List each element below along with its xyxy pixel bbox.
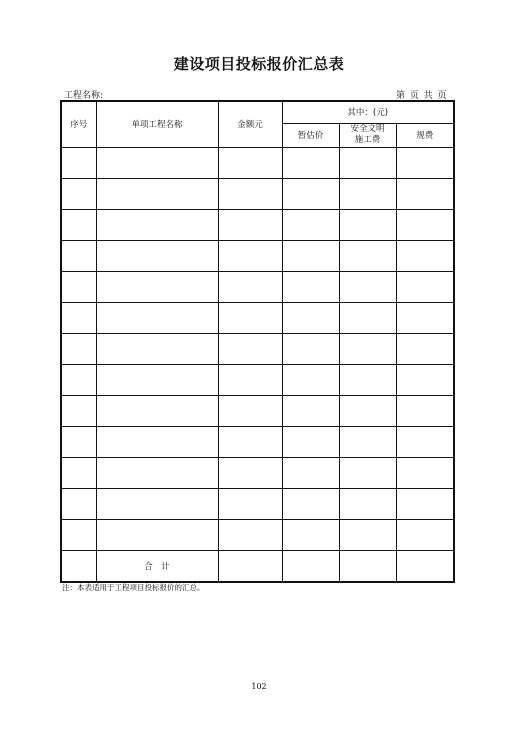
header-safety-line2: 施工费	[354, 135, 381, 145]
table-cell	[61, 178, 96, 209]
table-cell	[282, 302, 339, 333]
table-cell	[96, 333, 218, 364]
header-safety-line1: 安全文明	[350, 124, 385, 134]
table-cell	[61, 147, 96, 178]
header-safety	[339, 123, 396, 147]
table-row	[61, 209, 454, 240]
table-cell	[339, 395, 396, 426]
table-row	[61, 302, 454, 333]
project-name-label: 工程名称:	[64, 91, 104, 101]
table-cell	[339, 519, 396, 550]
table-cell	[218, 426, 282, 457]
table-cell	[339, 488, 396, 519]
total-amount-cell	[218, 550, 282, 582]
table-cell	[339, 147, 396, 178]
table-cell	[218, 519, 282, 550]
table-cell	[396, 426, 454, 457]
table-cell	[218, 395, 282, 426]
header-of-which: 其中：(元)	[282, 101, 454, 123]
table-cell	[396, 457, 454, 488]
table-cell	[218, 178, 282, 209]
table-cell	[396, 271, 454, 302]
table-body	[61, 147, 454, 550]
table-row	[61, 364, 454, 395]
table-cell	[96, 271, 218, 302]
header-amount: 金额元	[218, 101, 282, 147]
table-cell	[218, 240, 282, 271]
table-cell	[61, 426, 96, 457]
table-cell	[96, 519, 218, 550]
table-row	[61, 395, 454, 426]
table-cell	[282, 364, 339, 395]
summary-table	[60, 100, 455, 583]
table-cell	[396, 302, 454, 333]
header-item-name: 单项工程名称	[96, 101, 218, 147]
table-cell	[61, 364, 96, 395]
table-cell	[282, 488, 339, 519]
table-row	[61, 457, 454, 488]
table-cell	[96, 178, 218, 209]
table-cell	[396, 209, 454, 240]
table-cell	[61, 457, 96, 488]
table-row	[61, 147, 454, 178]
total-seq-cell	[61, 550, 96, 582]
table-row	[61, 519, 454, 550]
total-provisional-cell	[282, 550, 339, 582]
table-cell	[339, 271, 396, 302]
table-cell	[218, 147, 282, 178]
table-cell	[282, 271, 339, 302]
table-cell	[96, 209, 218, 240]
table-cell	[396, 147, 454, 178]
table-cell	[96, 147, 218, 178]
total-label: 共	[423, 91, 433, 101]
table-cell	[61, 271, 96, 302]
table-cell	[282, 333, 339, 364]
header-fees: 规费	[396, 123, 454, 147]
table-row	[61, 488, 454, 519]
table-cell	[339, 457, 396, 488]
table-cell	[396, 240, 454, 271]
table-cell	[218, 364, 282, 395]
total-row	[61, 550, 454, 582]
table-row	[61, 240, 454, 271]
table-cell	[282, 519, 339, 550]
table-cell	[339, 178, 396, 209]
total-safety-cell	[339, 550, 396, 582]
table-cell	[282, 240, 339, 271]
page-label: 第	[396, 91, 406, 101]
table-row	[61, 271, 454, 302]
header-provisional: 暂估价	[282, 123, 339, 147]
table-cell	[96, 395, 218, 426]
table-cell	[396, 519, 454, 550]
document-title: 建设项目投标报价汇总表	[173, 55, 345, 73]
table-cell	[61, 395, 96, 426]
table-cell	[61, 333, 96, 364]
table-row	[61, 333, 454, 364]
table-cell	[282, 395, 339, 426]
table-cell	[96, 364, 218, 395]
table-cell	[218, 271, 282, 302]
header-seq: 序号	[61, 101, 96, 147]
table-cell	[396, 488, 454, 519]
table-cell	[61, 209, 96, 240]
table-cell	[339, 302, 396, 333]
table-cell	[61, 302, 96, 333]
table-cell	[339, 240, 396, 271]
page-number: 102	[251, 682, 267, 691]
table-cell	[396, 364, 454, 395]
total-fees-cell	[396, 550, 454, 582]
table-cell	[61, 519, 96, 550]
table-cell	[396, 395, 454, 426]
table-cell	[218, 209, 282, 240]
table-cell	[96, 457, 218, 488]
table-cell	[218, 457, 282, 488]
header-row-1	[61, 101, 454, 123]
table-cell	[61, 488, 96, 519]
total-unit: 页	[437, 91, 447, 101]
table-row	[61, 426, 454, 457]
table-cell	[339, 426, 396, 457]
table-cell	[339, 333, 396, 364]
table-cell	[61, 240, 96, 271]
table-cell	[96, 488, 218, 519]
table-cell	[396, 333, 454, 364]
table-cell	[96, 426, 218, 457]
table-cell	[396, 178, 454, 209]
table-cell	[282, 209, 339, 240]
table-note: 注：本表适用于工程项目投标报价的汇总。	[62, 583, 205, 592]
table-cell	[218, 302, 282, 333]
table-cell	[218, 488, 282, 519]
table-cell	[339, 209, 396, 240]
table-cell	[282, 426, 339, 457]
table-cell	[282, 457, 339, 488]
table-cell	[282, 178, 339, 209]
table-cell	[96, 302, 218, 333]
table-cell	[96, 240, 218, 271]
table-cell	[218, 333, 282, 364]
table-cell	[282, 147, 339, 178]
table-row	[61, 178, 454, 209]
total-label: 合 计	[96, 550, 218, 582]
page-unit: 页	[409, 91, 419, 101]
table-cell	[339, 364, 396, 395]
